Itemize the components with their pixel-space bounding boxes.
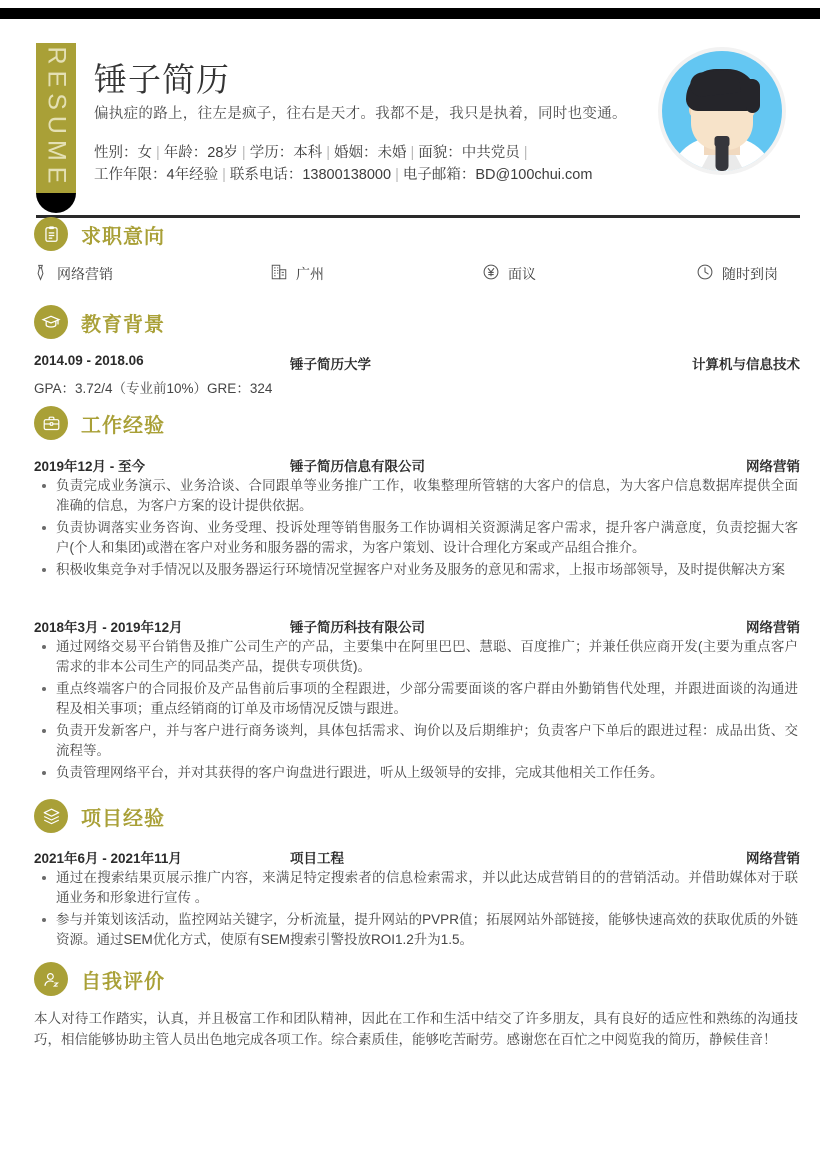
avatar-hair-side xyxy=(746,79,760,113)
bullet-item: 参与并策划该活动，监控网站关键字，分析流量，提升网站的PVPR值；拓展网站外部链接，能够快速高效的获取优质的外链资源。通过SEM优化方式，使原有SEM搜索引警投放ROI1.2升为1.5。 xyxy=(34,910,798,950)
top-black-bar xyxy=(0,8,820,19)
work-company-0: 锤子简历信息有限公司 xyxy=(290,459,425,474)
project-name-0: 项目工程 xyxy=(290,851,344,866)
info-pair: 婚姻：未婚 xyxy=(333,145,407,161)
project-date-0: 2021年6月 - 2021年11月 xyxy=(34,851,182,866)
bullet-item: 通过在搜索结果页展示推广内容，来满足特定搜索者的信息检索需求，并以此达成营销目的的营销活动。并借助媒体对于联通业务和形象进行宣传 。 xyxy=(34,868,798,908)
info-line-2 xyxy=(94,164,592,186)
intention-salary-label: 面议 xyxy=(508,265,536,282)
building-icon xyxy=(270,263,288,284)
info-pair: 联系电话：13800138000 xyxy=(229,167,392,183)
bullet-item: 负责协调落实业务咨询、业务受理、投诉处理等销售服务工作协调相关资源满足客户需求，提升客户满意度，负责挖掘大客户(个人和集团)或潜在客户对业务和服务器的需求，为客户策划、设计合理化方案或产品组合推介。 xyxy=(34,518,798,558)
info-pair: 学历：本科 xyxy=(249,145,323,161)
info-pair: 性别：女 xyxy=(94,145,152,161)
clock-icon xyxy=(696,263,714,284)
section-title-self-evaluation: 自我评价 xyxy=(81,970,165,993)
resume-tab-label: RESUME xyxy=(42,46,71,190)
section-header-work xyxy=(34,406,165,440)
bullet-item: 通过网络交易平台销售及推广公司生产的产品，主要集中在阿里巴巴、慧聪、百度推广；并兼任供应商开发(主要为重点客户需求的非本公司生产的同品类产品，提供专项供货)。 xyxy=(34,637,798,677)
section-header-intention xyxy=(34,217,165,251)
clipboard-icon xyxy=(34,217,68,251)
intention-availability-label: 随时到岗 xyxy=(722,265,778,282)
intention-item-salary xyxy=(482,263,536,284)
intention-city-label: 广州 xyxy=(296,265,324,282)
info-pair: 工作年限：4年经验 xyxy=(94,167,219,183)
resume-vertical-tab xyxy=(36,43,76,193)
info-pair: 年龄：28岁 xyxy=(163,145,238,161)
avatar-illustration xyxy=(662,51,782,171)
section-header-education xyxy=(34,305,165,339)
avatar xyxy=(658,47,786,175)
bullet-item: 负责开发新客户，并与客户进行商务谈判，具体包括需求、询价以及后期维护；负责客户下单后的跟进过程：成品出货、交流程等。 xyxy=(34,721,798,761)
intention-position-label: 网络营销 xyxy=(57,266,113,282)
education-detail: GPA：3.72/4（专业前10%）GRE：324 xyxy=(34,381,273,396)
necktie-icon xyxy=(32,263,49,285)
graduation-cap-icon xyxy=(34,305,68,339)
person-icon xyxy=(34,962,68,996)
avatar-tie xyxy=(716,145,729,171)
project-role-0: 网络营销 xyxy=(746,851,800,866)
section-title-education: 教育背景 xyxy=(81,313,165,336)
work-bullets-0 xyxy=(34,476,798,582)
section-title-intention: 求职意向 xyxy=(81,225,165,248)
self-evaluation-text: 本人对待工作踏实，认真，并且极富工作和团队精神，因此在工作和生活中结交了许多朋友，具有良好的适应性和熟练的沟通技巧，相信能够协助主管人员出色地完成各项工作。综合素质佳，能够吃苦耐劳。感谢您在百忙之中阅览我的简历，静候佳音！ xyxy=(34,1011,798,1047)
bullet-item: 负责完成业务演示、业务洽谈、合同跟单等业务推广工作，收集整理所管辖的大客户的信息，为大客户信息数据库提供全面准确的信息，为客户方案的设计提供依据。 xyxy=(34,476,798,516)
work-role-0: 网络营销 xyxy=(746,459,800,474)
candidate-info-block xyxy=(94,142,592,186)
yen-circle-icon xyxy=(482,263,500,284)
education-date: 2014.09 - 2018.06 xyxy=(34,353,144,368)
info-separator: | xyxy=(410,145,415,161)
bullet-item: 积极收集竞争对手情况以及服务器运行环境情况堂握客户对业务及服务的意见和需求，上报市场部领导，及时提供解决方案 xyxy=(34,560,798,580)
intention-items xyxy=(32,263,802,289)
work-date-1: 2018年3月 - 2019年12月 xyxy=(34,620,183,635)
briefcase-icon xyxy=(34,406,68,440)
work-company-1: 锤子简历科技有限公司 xyxy=(290,620,425,635)
project-bullets-0 xyxy=(34,868,798,952)
candidate-name: 锤子简历 xyxy=(94,61,230,98)
bullet-item: 重点终端客户的合同报价及产品售前后事项的全程跟进，少部分需要面谈的客户群由外勤销售代处理，并跟进面谈的沟通进程及相关事项；重点经销商的订单及市场情况反馈与跟进。 xyxy=(34,679,798,719)
info-line-1 xyxy=(94,142,592,164)
intention-item-availability xyxy=(696,263,778,284)
section-title-project: 项目经验 xyxy=(81,807,165,830)
info-separator: | xyxy=(523,145,528,161)
section-title-work: 工作经验 xyxy=(81,414,165,437)
info-pair: 面貌：中共党员 xyxy=(418,145,520,161)
section-header-self-evaluation xyxy=(34,962,165,996)
info-separator: | xyxy=(395,167,399,183)
work-role-1: 网络营销 xyxy=(746,620,800,635)
work-date-0: 2019年12月 - 至今 xyxy=(34,459,146,474)
education-major: 计算机与信息技术 xyxy=(692,357,800,372)
candidate-slogan: 偏执症的路上，往左是疯子，往右是天才。我都不是，我只是执着，同时也变通。 xyxy=(94,106,627,122)
work-bullets-1 xyxy=(34,637,798,785)
bullet-item: 负责管理网络平台，并对其获得的客户询盘进行跟进，听从上级领导的安排，完成其他相关工作任务。 xyxy=(34,763,798,783)
intention-item-city xyxy=(270,263,324,284)
education-school: 锤子简历大学 xyxy=(290,357,371,372)
info-pair: 电子邮箱：BD@100chui.com xyxy=(402,167,593,183)
resume-header xyxy=(0,19,820,190)
info-separator: | xyxy=(241,145,246,161)
info-separator: | xyxy=(222,167,226,183)
section-header-project xyxy=(34,799,165,833)
layers-icon xyxy=(34,799,68,833)
info-separator: | xyxy=(156,145,160,161)
info-separator: | xyxy=(326,145,330,161)
tab-dome-decoration xyxy=(36,193,76,213)
intention-item-position xyxy=(32,263,113,285)
